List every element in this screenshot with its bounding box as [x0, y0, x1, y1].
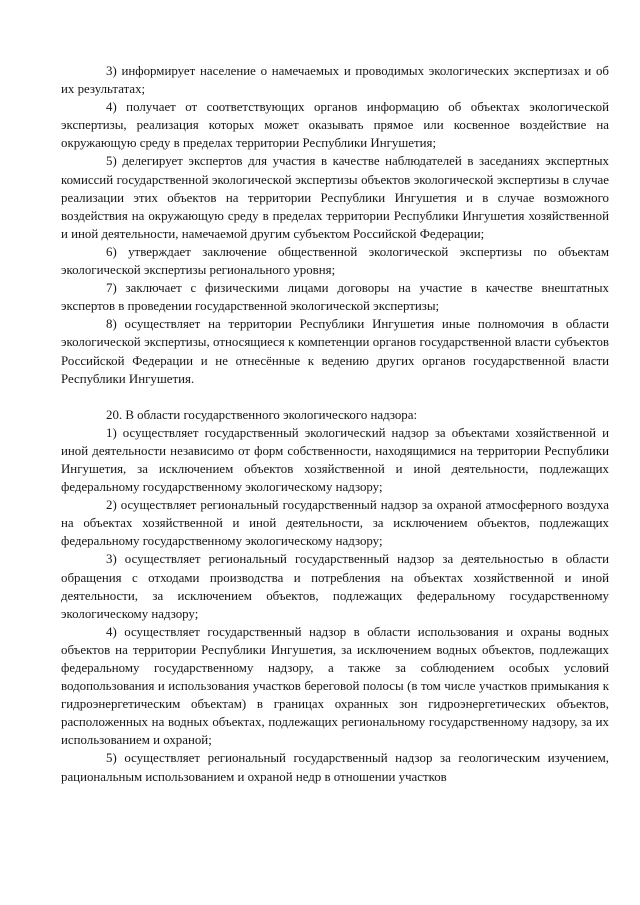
paragraph-item-5: 5) делегирует экспертов для участия в качестве наблюдателей в заседаниях экспертных комиссий государственной экологической экспертизы объектов экологической экспертизы в случае реализации этих объектов на территории Республики Ингушетия и в случае возможного воздействия на окружающую среду в пределах территории Республики Ингушетия хозяйственной и иной деятельности, намечаемой другим субъектом Российской Федерации; — [61, 154, 609, 241]
section-20-item-3: 3) осуществляет региональный государственный надзор за деятельностью в области обращения с отходами производства и потребления на объектах хозяйственной и иной деятельности, за исключением объектов, подлежащих федеральному государственному экологическому надзору; — [61, 552, 609, 621]
document-page — [61, 62, 609, 786]
paragraph-item-3: 3) информирует население о намечаемых и проводимых экологических экспертизах и об их результатах; — [61, 64, 609, 97]
section-20-heading: 20. В области государственного экологического надзора: — [106, 407, 418, 422]
paragraph-item-7: 7) заключает с физическими лицами договоры на участие в качестве внештатных экспертов в проведении государственной экологической экспертизы; — [61, 281, 609, 314]
section-20-item-4: 4) осуществляет государственный надзор в области использования и охраны водных объектов на территории Республики Ингушетия, за исключением водных объектов, подлежащих федеральному государственному надзору, а также за соблюдением особых условий водопользования и использования участков береговой полосы (в том числе участков примыкания к гидроэнергетическим объектам) в границах охранных зон гидроэнергетических объектов, расположенных на водных объектах, подлежащих региональному государственному надзору, за их использованием и охраной; — [61, 624, 609, 748]
paragraph-item-4: 4) получает от соответствующих органов информацию об объектах экологической экспертизы, реализация которых может оказывать прямое или косвенное воздействие на окружающую среду в пределах территории Республики Ингушетия; — [61, 100, 609, 151]
section-20-item-5: 5) осуществляет региональный государственный надзор за геологическим изучением, рациональным использованием и охраной недр в отношении участков — [61, 751, 609, 784]
paragraph-item-8: 8) осуществляет на территории Республики Ингушетия иные полномочия в области экологической экспертизы, относящиеся к компетенции органов государственной власти субъектов Российской Федерации и не отнесённые к ведению других органов государственной власти Республики Ингушетия. — [61, 317, 609, 386]
section-20-item-2: 2) осуществляет региональный государственный надзор за охраной атмосферного воздуха на объектах хозяйственной и иной деятельности, за исключением объектов, подлежащих федеральному государственному экологическому надзору; — [61, 498, 609, 549]
section-20-item-1: 1) осуществляет государственный экологический надзор за объектами хозяйственной и иной деятельности независимо от форм собственности, находящимися на территории Республики Ингушетия, за исключением объектов хозяйственной и иной деятельности, подлежащих федеральному государственному экологическому надзору; — [61, 425, 609, 495]
paragraph-item-6: 6) утверждает заключение общественной экологической экспертизы по объектам экологической экспертизы регионального уровня; — [61, 244, 609, 278]
